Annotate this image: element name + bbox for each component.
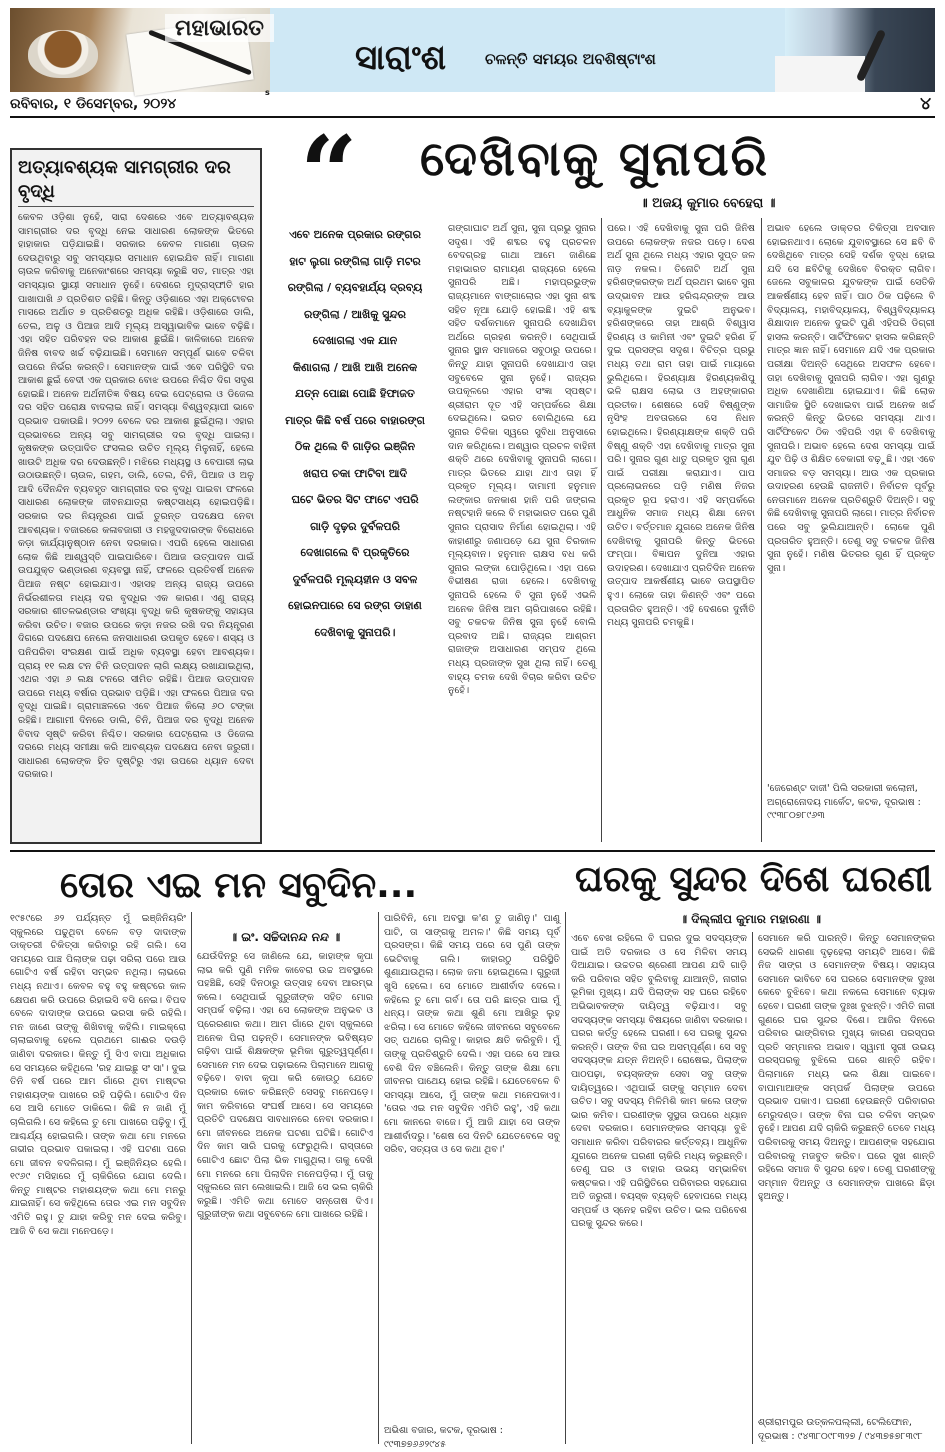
poem-line: ରଙ୍ଗିଲା / ଆଖିକୁ ସୁନ୍ଦର [304,307,406,321]
article-tor-column-2: ଯେଉଁଦିନରୁ ସେ ଜାଣିଲେ ଯେ, କାହାଙ୍କ କୃପା ଲାଭ କରି ପୁଣି ମନିକ କାବେରା ଉଚ୍ଚ ଅବସ୍ଥାରେ ପହଞ୍ଚିଛି, ସେହି ଦିନଠାରୁ ଉତ୍ସାହ ଦେବା ଆରମ୍ଭ କଲେ। ସେଥିପାଇଁ ଗୁରୁଜୀଙ୍କ ସହିତ ମୋର ସମ୍ପର୍କ ବଢ଼ିଲା। ଏହା ସେ ଲୋକଙ୍କ ଅନୁଭବ ଓ ପ୍ରେରଣାର କଥା। ଆମ ଗାଁରେ ଥିବା ସ୍କୁଲରେ ଅନେକ ପିଲା ପଢ଼ନ୍ତି। ସେମାନଙ୍କ ଭବିଷ୍ୟତ ଗଢ଼ିବା ପାଇଁ ଶିକ୍ଷକଙ୍କ ଭୂମିକା ଗୁରୁତ୍ୱପୂର୍ଣ୍ଣ। ସେମାନେ ମନ ଦେଇ ପଢ଼ାଇଲେ ପିଲାମାନେ ଆଗକୁ ବଢ଼ିବେ। ବାବା କୃପା କରି କୋଉଠୁ ଯେତେ ପ୍ରକାର କୋଚ କରିଛନ୍ତି ସେସବୁ ମନେପଡ଼େ। କାମ କରିବାରେ ସଂଘର୍ଷ ଆସେ। ସେ ସମୟରେ ପ୍ରତିଟି ପଦକ୍ଷେପ ସାବଧାନରେ ନେବା ଦରକାର। ମୋ ଜୀବନରେ ଅନେକ ଘଟଣା ଘଟିଛି। ଗୋଟିଏ ଦିନ କାମ ସାରି ଘରକୁ ଫେରୁଥିଲି। ରାସ୍ତାରେ ଗୋଟିଏ ଛୋଟ ପିଲା ଭିକ ମାଗୁଥିଲା। ତାକୁ ଦେଖି ମୋ ମନରେ ମୋ ପିଲାଦିନ ମନେପଡ଼ିଲା। ମୁଁ ତାକୁ ସ୍କୁଲରେ ନାମ ଲେଖାଇଲି। ଆଜି ସେ ଭଲ ଚାକିରି କରୁଛି। ଏମିତି କଥା ମୋତେ ସନ୍ତୋଷ ଦିଏ। ଗୁରୁଜୀଙ୍କ କଥା ସବୁବେଳେ ମୋ ପାଖରେ ରହିଛି। [197,951,373,1221]
poem-block [270,222,440,802]
article-tor-title: ତୋର ଏଇ ମନ ସବୁଦିନ... [60,865,418,906]
stray-mark: s [265,88,270,97]
poem-line: ଗାଡ଼ି ଦୃଢ଼ର ଦୁର୍ବଳପରି [310,519,400,533]
column-divider [761,218,762,842]
column-divider [191,912,192,1444]
poem-line: ଏବେ ଅନେକ ପ୍ରକାର ରଙ୍ଗର [289,228,421,241]
poem-line: ଘଟେ ଭିତର ସିଟ ଫାଟେ ଏପରି [291,493,419,506]
boxed-article-title: ଅତ୍ୟାବଶ୍ୟକ ସାମଗ୍ରୀର ଦର ବୃଦ୍ଧି [18,156,254,207]
poem-line: ମାତ୍ର କିଛି ବର୍ଷ ପରେ ବାହାରଙ୍ଗ [285,413,425,427]
section-tagline: ଚଳନ୍ତି ସମୟର ଅବଶିଷ୍ଟାଂଶ [485,50,656,68]
writing-hand-photo [785,8,935,92]
feature-column-3-wrap [767,222,935,842]
poem-line: ଦେଖାଗଲେ ବି ପ୍ରକୃତିରେ [300,546,410,559]
paper-icon [775,56,865,92]
poem-line: ହାଟ ଲୁଗା ରଙ୍ଗିଲା ଗାଡ଼ି ମଟର [289,254,421,268]
dateline [10,88,935,118]
column-divider [752,932,753,1444]
article-ghar-byline: ॥ ଦିଲ୍ଲୀପ କୁମାର ମହାରଣା ॥ [680,912,821,926]
article-tor-byline: ॥ ଇଂ. ସଚ୍ଚିଦାନନ୍ଦ ନନ୍ଦ ॥ [230,930,341,944]
quote-mark-icon: “ [300,114,358,232]
poem-line: ଦୁର୍ବଳପରି ମୂଲ୍ୟହୀନ ଓ ସବଳ [292,572,418,586]
article-ghar-signature: ଶ୍ରୀରାମପୁର ଉତ୍କଳପଲ୍ଲୀ, ଟେଲିଫୋନ, ଦୂରଭାଷ : ୯୪୩୮୦୯୮୩୨୭ / ୯୪୩୭୫୭୮୩୯୮ [758,1417,923,1442]
poem-line: ଦେଖିବାକୁ ସୁନାପରି। [314,625,396,639]
article-ghar-column-2: ସେମାନେ କରି ପାରନ୍ତି। କିନ୍ତୁ ସେମାନଙ୍କର ସେଭଳି ଧାରଣା ଦୃଢ଼ହେଲା ସମୟଟି ଆସେ। କିଛି ନିଜ ସାଙ୍ଗ ଓ ସେମାନଙ୍କ ବିଷୟ। ସହାୟତା ସେମାନେ ଭାବିବେ ସେ ଘରରେ ସେମାନଙ୍କ ଦୁଃଖ କେବେ ବୁଝିବେ। କଥା ନକଲେ ସେମାନେ ବ୍ୟାକ ହେବେ। ଘରଣୀ ତାଙ୍କ ଦୁଃଖ ବୁଝନ୍ତି। ଏମିତି ନାରୀ ଗୁଣରେ ଘର ସୁନ୍ଦର ଦିଶେ। ଆଜିର ଦିନରେ ପରିବାର ଭାଙ୍ଗିବାର ମୁଖ୍ୟ କାରଣ ପରସ୍ପର ପ୍ରତି ସମ୍ମାନର ଅଭାବ। ସ୍ୱାମୀ ସ୍ତ୍ରୀ ଉଭୟ ପରସ୍ପରକୁ ବୁଝିଲେ ଘରେ ଶାନ୍ତି ରହିବ। ପିଲାମାନେ ମଧ୍ୟ ଭଲ ଶିକ୍ଷା ପାଇବେ। ବାପାମାଆଙ୍କ ସମ୍ପର୍କ ପିଲାଙ୍କ ଉପରେ ପ୍ରଭାବ ପକାଏ। ଘରଣୀ ହେଉଛନ୍ତି ପରିବାରର ମେରୁଦଣ୍ଡ। ତାଙ୍କ ବିନା ଘର ଚଳିବା ସମ୍ଭବ ନୁହେଁ। ଆପଣ ଯଦି ଚାକିରି କରୁଛନ୍ତି ତେବେ ମଧ୍ୟ ପରିବାରକୁ ସମୟ ଦିଅନ୍ତୁ। ଆପଣଙ୍କ ସହଯୋଗ ପରିବାରକୁ ମଜବୁତ କରିବ। ଘରେ ସୁଖ ଶାନ୍ତି ରହିଲେ ସମାଜ ବି ସୁନ୍ଦର ହେବ। ତେଣୁ ଘରଣୀଙ୍କୁ ସମ୍ମାନ ଦିଅନ୍ତୁ ଓ ସେମାନଙ୍କ ପାଖରେ ଛିଡ଼ା ହୁଅନ୍ତୁ। [758,933,935,1203]
poem-line: ଠିକ ଥିଲେ ବି ଗାଡ଼ିର ଇଞ୍ଜିନ [294,440,416,453]
column-divider [565,912,566,1444]
feature-byline: ॥ ଅଜୟ କୁମାର ବେହେରା ॥ [640,196,776,211]
feature-column-3: ଅଭାବ ହେଲେ ଡାକ୍ତର ଚିକିତ୍ସା ଅବସାନ ହୋଇନଥାଏ। ଲୋକେ ଯୁବାବସ୍ଥାରେ ସେ ଛବି ବି ଦେଖିଥିବେ ମାତ୍ର ସେହି ଦର୍ଶକ ବୃଦ୍ଧ ହୋଇ ଯଦି ସେ ଛବିଟିକୁ ଦେଖିବେ ବିରକ୍ତ ଲାଗିବ। ଜେଲେ ସବୁକାଳର ଯୁବକଙ୍କ ପାଇଁ ସେତିକି ଆକର୍ଷଣୀୟ ହେବ ନାହିଁ। ପାଠ ଠିକ ପଢ଼ିଲେ ବି ବିଦ୍ୟାଳୟ, ମହାବିଦ୍ୟାଳୟ, ବିଶ୍ୱବିଦ୍ୟାଳୟ ଶିକ୍ଷାଦାନ ଅନେକ ଦୁଇଟି ପୁଣି ଏହିପରି ଡିଗ୍ରୀ ହାସଲ କରନ୍ତି। ସାର୍ଟିଫିକେଟ ହାସଲ କରିଛନ୍ତି ମାତ୍ର ଜ୍ଞାନ ନାହିଁ। ସେମାନେ ଯଦି ଏକ ପ୍ରକାର ପରୀକ୍ଷା ଦିଅନ୍ତି ସେଥିରେ ଅସଫଳ ହେବେ। ତାହା ଦେଖିବାକୁ ସୁନାପରି ଲାଗିବ। ଏହା ଗୁଣରୁ ଅଧିକ ଦେଖାଣିଆ ହୋଇଯାଏ। କିଛି ଲୋକ ସାମାଜିକ ସ୍ଥିତି ଦେଖାଇବା ପାଇଁ ଅନେକ ଖର୍ଚ୍ଚ କରନ୍ତି କିନ୍ତୁ ଭିତରେ ସମସ୍ୟା ଥାଏ। ସାର୍ଟିଫିକେଟ ଠିକ ଏହିପରି ଏହା ବି ଦେଖିବାକୁ ସୁନାପରି। ଅଭାବ ହେଲେ ଦେଶ ସମସ୍ୟା ପାଇଁ ଯୁବ ପିଢ଼ି ଓ ଶିକ୍ଷିତ ବେକାରୀ ବଢ଼ୁଛି। ଏହା ଏବେ ସମାଜର ବଡ଼ ସମସ୍ୟା। ଆଉ ଏକ ପ୍ରକାର ଉଦାହରଣ ହେଉଛି ରାଜନୀତି। ନିର୍ବାଚନ ପୂର୍ବରୁ ନେତାମାନେ ଅନେକ ପ୍ରତିଶ୍ରୁତି ଦିଅନ୍ତି। ସବୁ କିଛି ଦେଖିବାକୁ ସୁନାପରି ଲାଗେ। ମାତ୍ର ନିର୍ବାଚନ ପରେ ସବୁ ଭୁଲିଯାଆନ୍ତି। ଲୋକେ ପୁଣି ପ୍ରତାରିତ ହୁଅନ୍ତି। ତେଣୁ ସବୁ ଚକଚକ ଜିନିଷ ସୁନା ନୁହେଁ। ମଣିଷ ଭିତରର ଗୁଣ ହିଁ ପ୍ରକୃତ ସୁନା। [767,223,935,574]
feature-title: ଦେଖିବାକୁ ସୁନାପରି [420,131,770,187]
masthead-logo: ମହାଭାରତ [165,14,274,42]
article-tor-column-3: ପାରିବିନି, ମୋ ଅବସ୍ଥା କ'ଣ ତୁ ଜାଣିନୁ।' ପାଣୁ ପାଟି, ତା ସାଙ୍ଗକୁ ଅମଳ।' କିଛି ସମୟ ପୂର୍ବ ପ୍ରସଙ୍ଗ। କିଛି ସମୟ ପରେ ସେ ପୁଣି ତାଙ୍କ ଭେଟିବାକୁ ଗଲି। କାହାରଠୁ ପରିସ୍ଥିତି ଶୁଣାଯାଉଥିଲା। ଲୋକ ଜମା ହୋଇଥିଲେ। ଗୁରୁଜୀ ଖୁସି ହେଲେ। ସେ ମୋତେ ଆଶୀର୍ବାଦ ଦେଲେ। କହିଲେ ତୁ ମୋ ଗର୍ବ। ତୋ ପରି ଛାତ୍ର ପାଇ ମୁଁ ଧନ୍ୟ। ତାଙ୍କ କଥା ଶୁଣି ମୋ ଆଖିରୁ ଲୁହ ଝରିଲା। ସେ ମୋତେ କହିଲେ ଜୀବନରେ ସବୁବେଳେ ସତ୍ ପଥରେ ଚାଲିବୁ। କାହାର କ୍ଷତି କରିବୁନି। ମୁଁ ତାଙ୍କୁ ପ୍ରତିଶ୍ରୁତି ଦେଲି। ଏହା ପରେ ସେ ଆଉ ବେଶି ଦିନ ବଞ୍ଚିଲେନି। କିନ୍ତୁ ତାଙ୍କ ଶିକ୍ଷା ମୋ ଜୀବନର ପାଥେୟ ହୋଇ ରହିଛି। ଯେତେବେଳେ ବି ସମସ୍ୟା ଆସେ, ମୁଁ ତାଙ୍କ କଥା ମନେପକାଏ। 'ତୋର ଏଇ ମନ ସବୁଦିନ ଏମିତି ରହୁ', ଏହି କଥା ମୋ କାନରେ ବାଜେ। ମୁଁ ଆଜି ଯାହା ସେ ତାଙ୍କ ଆଶୀର୍ବାଦରୁ। 'ଶେଷ ସେ ଦିନଟି ଯେତେବେଳେ ସବୁ ସରିବ, ସତ୍ୟତା ଓ ସେ କଥା ଥିବ।' [384,913,560,1156]
feature-signature: 'ଜେରେଣ୍ଟ ଦାଜୀ' ପିଲି ସରକାରୀ କଲୋନୀ, ଅଗ୍ରୋନୋଦୟ ମାର୍କେଟ, କଟକ, ଦୂରଭାଷ : ୯୯୩୮୦୭୮୯୬୩ [767,783,921,822]
article-tor-column-1: ୧୯୫୯ରେ ୬୨ ପର୍ଯ୍ୟନ୍ତ ମୁଁ ଇଞ୍ଜିନିୟରିଂ ସ୍କୁଲରେ ପଢୁଥିବା ବେଳେ ବଡ଼ ଦାଦାଙ୍କ ଡାକ୍ତରୀ ଚିକିତ୍ସା କରିବାରୁ ରହି ଗଲି। ସେ ସମୟରେ ପାଞ୍ଚ ପିଲାଙ୍କ ପଢ଼ା ସରିଲା ପରେ ଆଉ ଗୋଟିଏ ବର୍ଷ ରହିବା ସମ୍ଭବ ନଥିଲା। ଲାଭରେ ମଧ୍ୟ ନଥାଏ। କେବଳ ବହୁ ବହୁ କଷ୍ଟରେ କାଳ କ୍ଷେପଣ କରି ଉପରେ ରିହାଇସି ବସି ନେଇ। ବିପଦ ବେଳେ ଦାଦାଙ୍କ ଉପରେ ଭରସା କରି ରହିଲି। ମନ ଜାଣେ ତାଙ୍କୁ ଶିଖିବାକୁ କହିଲି। ମାଇକ୍ରୋ ଚାଲାଇବାକୁ ହେଲେ ପ୍ରଥମେ ଗାଈର ଦଉଡ଼ି ଜାଣିବା ଦରକାର। କିନ୍ତୁ ମୁଁ ସିଏ ବାପା ଅଧିକାର ସେ ସମୟରେ କହିଥିଲେ 'ରହ ଯାଇଛୁ ସଂ ସା'। ଦୁଇ ତିନି ବର୍ଷ ପରେ ଆମ ଗାଁରେ ଥିବା ମାଷ୍ଟର ମହାଶୟଙ୍କ ପାଖରେ ରହି ପଢ଼ିଲି। ଗୋଟିଏ ଦିନ ସେ ଆସି ମୋତେ ଡାକିଲେ। କିଛି ନ ଜାଣି ମୁଁ ଚାଲିଗଲି। ସେ କହିଲେ ତୁ ମୋ ପାଖରେ ପଢ଼ିବୁ। ମୁଁ ଆଶ୍ଚର୍ଯ୍ୟ ହୋଇଗଲି। ତାଙ୍କ କଥା ମୋ ମନରେ ଗଭୀର ପ୍ରଭାବ ପକାଇଲା। ଏହି ଘଟଣା ପରେ ମୋ ଜୀବନ ବଦଳିଗଲା। ମୁଁ ଇଞ୍ଜିନିୟର ହେଲି। ୧୯୬୯ ମସିହାରେ ମୁଁ ଚାକିରିରେ ଯୋଗ ଦେଲି। କିନ୍ତୁ ମାଷ୍ଟର ମହାଶୟଙ୍କ କଥା ମୋ ମନରୁ ଯାଇନାହିଁ। ସେ କହିଥିଲେ ତୋର ଏଇ ମନ ସବୁଦିନ ଏମିତି ରହୁ। ତୁ ଯାହା କରିବୁ ମନ ଦେଇ କରିବୁ। ଆଜି ବି ସେ କଥା ମନେପଡ଼େ। [10,913,186,1237]
issue-date: ରବିବାର, ୧ ଡିସେମ୍ବର, ୨୦୨୪ [10,96,177,112]
masthead-banner [10,8,935,92]
section-rule [10,850,935,852]
column-divider [601,218,602,842]
article-ghar-column-1: ଏବେ ବେଖ ରହିଲେ ବି ଘରର ଦୁଇ ସଦସ୍ୟଙ୍କ ପାଇଁ ଅତି ଦରକାର ଓ ସେ ମିଳିବା ସମୟ ଦିଆଯାଇ। ଉଚ୍ଚତର ଶ୍ରେଣୀ ଆପଣ ଯଦି ଗାଡ଼ି କରି ପରିବାର ସହିତ ବୁଲିବାକୁ ଯାଆନ୍ତି, ନାରୀର ଭୂମିକା ମୁଖ୍ୟ। ଯଦି ପିଲାଙ୍କ ସହ ଘରେ ରହିବେ ଅଭିଭାବକଙ୍କ ଦାୟିତ୍ୱ ବଢ଼ିଯାଏ। ସବୁ ସଦସ୍ୟଙ୍କ ସମସ୍ୟା ବିଷୟରେ ଜାଣିବା ଦରକାର। ଘରର କର୍ତ୍ତୃ ହେଲେ ଘରଣୀ। ସେ ଘରକୁ ସୁନ୍ଦର କରନ୍ତି। ତାଙ୍କ ବିନା ଘର ଅସମ୍ପୂର୍ଣ୍ଣ। ସେ ସବୁ ସଦସ୍ୟଙ୍କ ଯତ୍ନ ନିଅନ୍ତି। ରୋଷେଇ, ପିଲାଙ୍କ ପାଠପଢ଼ା, ବୟସ୍କଙ୍କ ସେବା ସବୁ ତାଙ୍କ ଦାୟିତ୍ୱରେ। ଏଥିପାଇଁ ତାଙ୍କୁ ସମ୍ମାନ ଦେବା ଉଚିତ। ସବୁ ସଦସ୍ୟ ମିଳିମିଶି କାମ କଲେ ତାଙ୍କ ଭାର କମିବ। ଘରଣୀଙ୍କ ସୁସ୍ଥତା ଉପରେ ଧ୍ୟାନ ଦେବା ଦରକାର। ସେମାନଙ୍କର ସମସ୍ୟା ବୁଝି ସମାଧାନ କରିବା ପରିବାରର କର୍ତ୍ତବ୍ୟ। ଆଧୁନିକ ଯୁଗରେ ଅନେକ ଘରଣୀ ଚାକିରି ମଧ୍ୟ କରୁଛନ୍ତି। ତେଣୁ ଘର ଓ ବାହାର ଉଭୟ ସମ୍ଭାଳିବା କଷ୍ଟକର। ଏହି ପରିସ୍ଥିତିରେ ପରିବାରର ସହଯୋଗ ଅତି ଜରୁରୀ। ବୟସ୍କ ବ୍ୟକ୍ତି ହେବାପରେ ମଧ୍ୟ ସମ୍ପର୍କ ଓ ସ୍ନେହ ରହିବା ଉଚିତ। ଭଲ ପରିବେଶ ଘରକୁ ସୁନ୍ଦର କରେ। [571,933,747,1230]
coffee-cup-icon [28,30,98,78]
column-divider [378,912,379,1444]
poem-line: ହୋଇନପାରେ ସେ ରଙ୍ଗ ଡାହାଣ [288,599,422,612]
poem-line: ଖରାପ ଚକା ଫାଟିବା ଆଦି [302,466,408,480]
poem-line: ରଙ୍ଗିଲା / ବ୍ୟବହାର୍ଯ୍ୟ ଦ୍ରବ୍ୟ [287,281,423,294]
article-ghar-title: ଘରକୁ ସୁନ୍ଦର ଦିଶେ ଘରଣୀ [575,859,933,900]
poem-line: ଯତ୍ନ ପୋଛା ପୋଛି ହିଫାଜତ [295,387,415,400]
page-number: ୪ [920,94,931,114]
article-tor-signature: ଅଭିଶା ବଜାର, କଟକ, ଦୂରଭାଷ : ୯୯୩୭୭୬୬୨୯୪୫ [384,1425,503,1450]
article-ghar-column-2-wrap [758,932,935,1444]
boxed-article-body: କେବଳ ଓଡ଼ିଶା ନୁହେଁ, ସାରା ଦେଶରେ ଏବେ ଅତ୍ୟାବଶ୍ୟକ ସାମଗ୍ରୀର ଦର ବୃଦ୍ଧି ନେଇ ସାଧାରଣ ଲୋକଙ୍କ ଭିତରେ ହାହାକାର ପଡ଼ିଯାଇଛି। ସରକାର କେବଳ ମାଗଣା ଚାଉଳ ଦେଉଥିବାରୁ ସବୁ ସମସ୍ୟାର ସମାଧାନ ହୋଇଯିବ ନାହିଁ। ମାଗଣା ଚାଉଳ କରିବାକୁ ଅନେକାଂଶରେ ସମସ୍ୟା କରୁଛି ସତ, ମାତ୍ର ଏହା ସମସ୍ୟାର ସ୍ଥାୟୀ ସମାଧାନ ନୁହେଁ। ଦେଶରେ ମୁଦ୍ରାସ୍ଫୀତି ହାର ପାଖାପାଖି ୬ ପ୍ରତିଶତ ରହିଛି। କିନ୍ତୁ ଓଡ଼ିଶାରେ ଏହା ଅକ୍ଟୋବର ମାସରେ ଅର୍ଥାତ ୭ ପ୍ରତିଶତରୁ ଅଧିକ ରହିଛି। ଓଡ଼ିଶାରେ ଡାଲି, ତେଲ, ଅଳୁ ଓ ପିଆଜ ଆଦି ମୂଲ୍ୟ ଅସ୍ୱାଭାବିକ ଭାବେ ବଢ଼ିଛି। ଏହା ସହିତ ପରିବହନ ଦର ଆକାଶ ଛୁଇଁଛି। କାଳିକାରେ ଅନେକ ଜିନିଷ ବାବଦ ଖର୍ଚ୍ଚ ବଢ଼ିଯାଇଛି। ସେମାନେ ସମ୍ପୂର୍ଣ ଭାବେ ଚଳିବା ଉପରେ ନିର୍ଭର କରନ୍ତି। ସେମାନଙ୍କ ପାଇଁ ଏବେ ପରିସ୍ଥିତି ଦର ଆକାଶ ଛୁଇଁ ବେଦୀ ଏକ ପ୍ରକାର ବୋଝ ଉପରେ ନିଶ୍ଚିତ ଦିଗ ସଦୃଶ ହୋଇଛି। ଅନେକ ଅର୍ଥନୀତିଜ୍ଞ ବିଷୟ ଦେଇ ପେଟ୍ରୋଲ ଓ ଡିଜେଲ ଦର ସହିତ ପରୋକ୍ଷ ବାଦଲାଇ ନାହିଁ। ସମସ୍ୟା ବିଶ୍ୱବ୍ୟାପୀ ଭାବେ ପ୍ରଭାବ ପକାଉଛି। ୨୦୨୨ ବେଳେ ଦର ଆକାଶ ଛୁଇଁଥିଲା। ଏହାର ପ୍ରଭାବରେ ଅନ୍ୟ ସବୁ ସାମଗ୍ରୀର ଦର ବୃଦ୍ଧି ପାଇଲା। କୃଷକଙ୍କ ଉତ୍ପାଦିତ ଫସଲର ଉଚିତ ମୂଲ୍ୟ ମିଳୁନାହିଁ, ହେଲେ ଖାଉଟି ଅଧିକ ଦର ଦେଉଛନ୍ତି। ମଝିରେ ମଧ୍ୟସ୍ଥ ଓ ବେପାରୀ ଲାଭ ଉଠାଉଛନ୍ତି। ଚାଉଳ, ଗହମ, ଡାଲି, ତେଲ, ଚିନି, ପିଆଜ ଓ ଅଳୁ ଆଦି ଦୈନନ୍ଦିନ ବ୍ୟବହୃତ ସାମଗ୍ରୀର ଦର ବୃଦ୍ଧି ପାଇବା ଫଳରେ ସାଧାରଣ ଲୋକଙ୍କ ଜୀବନଯାତ୍ରା କଷ୍ଟସାଧ୍ୟ ହୋଇପଡ଼ିଛି। ସରକାର ଦର ନିୟନ୍ତ୍ରଣ ପାଇଁ ତୁରନ୍ତ ପଦକ୍ଷେପ ନେବା ଆବଶ୍ୟକ। ବଜାରରେ କଳାବଜାରୀ ଓ ମହଜୁଦଦାରଙ୍କ ବିରୋଧରେ କଡ଼ା କାର୍ଯ୍ୟାନୁଷ୍ଠାନ ନେବା ଦରକାର। ଏପରି ହେଲେ ସାଧାରଣ ଲୋକ କିଛି ଆଶ୍ୱସ୍ତି ପାଇପାରିବେ। ପିଆଜ ଉତ୍ପାଦନ ପାଇଁ ଉପଯୁକ୍ତ ଭଣ୍ଡାରଣ ବ୍ୟବସ୍ଥା ନାହିଁ, ଫଳରେ ପ୍ରତିବର୍ଷ ଅନେକ ପିଆଜ ନଷ୍ଟ ହୋଇଯାଏ। ଏହାସହ ଅନ୍ୟ ରାଜ୍ୟ ଉପରେ ନିର୍ଭରଶୀଳତା ମଧ୍ୟ ଦର ବୃଦ୍ଧିର ଏକ କାରଣ। ଏଣୁ ରାଜ୍ୟ ସରକାର ଶୀତଳଭଣ୍ଡାର ସଂଖ୍ୟା ବୃଦ୍ଧି କରି କୃଷକଙ୍କୁ ସହାୟତା କରିବା ଉଚିତ। ବଜାର ଉପରେ କଡ଼ା ନଜର ରଖି ଦର ନିୟନ୍ତ୍ରଣ ଦିଗରେ ପଦକ୍ଷେପ ନେଲେ ଜନସାଧାରଣ ଉପକୃତ ହେବେ। ଶସ୍ୟ ଓ ପନିପରିବା ସଂରକ୍ଷଣ ପାଇଁ ଅଧିକ ବ୍ୟବସ୍ଥା ହେବା ଆବଶ୍ୟକ। ପ୍ରାୟ ୧୧ ଲକ୍ଷ ଟନ ଚିନି ଉତ୍ପାଦନ ଲାଗି ଲକ୍ଷ୍ୟ ରଖାଯାଇଥିଲା, ଏଥର ଏହା ୬ ଲକ୍ଷ ଟନରେ ସୀମିତ ରହିଛି। ପିଆଜ ଉତ୍ପାଦନ ଉପରେ ମଧ୍ୟ ବର୍ଷାର ପ୍ରଭାବ ପଡ଼ିଛି। ଏହା ଫଳରେ ପିଆଜ ଦର ବୃଦ୍ଧି ପାଇଛି। ଗ୍ରାମାଞ୍ଚଳରେ ଏବେ ପିଆଜ କିଲୋ ୬୦ ଟଙ୍କା ରହିଛି। ଆଗାମୀ ଦିନରେ ଡାଲି, ଚିନି, ପିଆଜ ଦର ବୃଦ୍ଧି ଅନେକ ବିବାଦ ସୃଷ୍ଟି କରିବା ନିଶ୍ଚିତ। ସରକାର ପେଟ୍ରୋଲ ଓ ଡିଜେଲ ଦରରେ ମଧ୍ୟ ସମୀକ୍ଷା କରି ଆବଶ୍ୟକ ପଦକ୍ଷେପ ନେବା ଜରୁରୀ। ସାଧାରଣ ଲୋକଙ୍କ ହିତ ଦୃଷ୍ଟିରୁ ଏହା ଉପରେ ଧ୍ୟାନ ଦେବା ଦରକାର। [18,212,254,781]
article-tor-column-3-wrap [384,912,560,1450]
poem-line: ଦେଖାଗଲା ଏକ ଯାନ [312,334,398,347]
feature-column-1: ଗଙ୍ଗାଘାଟ ଅର୍ଥ ସୁନା, ସୁନା ପ୍ରଭୁ ସୁନାର ସଦୃଶ। ଏହି ଶବ୍ଦର ବହୁ ପ୍ରଚଳନ ବେଦଗ୍ରନ୍ଥ ଗାଥା ଆମେ ଜାଣିଛେ ମହାଭାରତ ରାମାୟଣ ରାଜ୍ୟରେ ହେଲେ ସୁନାପରି ଅଛି। ମହାପ୍ରଭୁଙ୍କ ରାଜ୍ୟମାନେ ବାଙ୍ଗାଲୋର ଏହା ସୁନା ଶବ୍ଦ ସହିତ ନୂଆ ଯୋଡ଼ି ହୋଇଛି। ଏହି ଶବ୍ଦ ସହିତ ଦର୍ଶକମାନେ ସୁନାପରି ଦେଖାଯିବା ଅର୍ଥରେ ଗ୍ରହଣ କରନ୍ତି। ସେଥିପାଇଁ ସୁନାର ସ୍ଥାନ ସମାଜରେ ସବୁଠାରୁ ଉପରେ। କିନ୍ତୁ ଯାହା ସୁନାପରି ଦେଖାଯାଏ ତାହା ସବୁବେଳେ ସୁନା ନୁହେଁ। ରାଜ୍ୟର ଉପକୂଳରେ ଏହାର ସଂଜ୍ଞା ସ୍ପଷ୍ଟ। ଶ୍ରୀରାମ ଦୂତ ଏହି ସମ୍ପର୍କରେ ଶିକ୍ଷା ଦେଇଥିଲେ। ଭରତ ବୋଲିଥିଲେ ଯେ ସୁନାର ଚିଳିକା ସ୍ୱରେ ସୁବିଧା ଅନୁସାରେ ଦାନ କରିଥିଲେ। ଅଶ୍ୱାର ପ୍ରଚଳ ବାହିନୀ ଶକ୍ତି ଥରେ ଦେଖିବାକୁ ସୁନାପରି ଲାଗେ। ମାତ୍ର ଭିତରେ ଯାହା ଥାଏ ତାହା ହିଁ ପ୍ରକୃତ ମୂଲ୍ୟ। ଦାମାମୀ ହନୁମାନ ଲଙ୍କାର ଜନକାଶ ହାନି ପରି ଜଙ୍ଗଲ ନଷ୍ଟହାନି କଲେ ବି ମହାଭାରତ ପରେ ପୁଣି ସୁନାର ପ୍ରାସାଦ ନିର୍ମାଣ ହୋଇଥିଲା। ଏହି କାହାଣୀରୁ ଜଣାପଡ଼େ ଯେ ସୁନା ଚିରକାଳ ମୂଲ୍ୟବାନ। ହନୁମାନ ରାକ୍ଷସ ବଧ କରି ସୁନାର ଲଙ୍କା ପୋଡ଼ିଥିଲେ। ଏହା ପରେ ବିଭୀଷଣ ରାଜା ହେଲେ। ଦେଖିବାକୁ ସୁନାପରି ହେଲେ ବି ସୁନା ନୁହେଁ ଏଭଳି ଅନେକ ଜିନିଷ ଆମ ଚାରିପାଖରେ ରହିଛି। ସବୁ ଚକଚକ ଜିନିଷ ସୁନା ନୁହେଁ ବୋଲି ପ୍ରବାଦ ଅଛି। ରାଜ୍ୟର ଆଶ୍ରମ ରାଜାଙ୍କ ଅସାଧାରଣ ସମ୍ପଦ ଥିଲେ ମଧ୍ୟ ପ୍ରଜାଙ୍କ ସୁଖ ଥିଲା ନାହିଁ। ତେଣୁ ବାହ୍ୟ ଚମକ ଦେଖି ବିଚାର କରିବା ଉଚିତ ନୁହେଁ। [448,223,596,697]
boxed-article [10,148,262,844]
feature-column-2: ପରେ। ଏହି ଦେଖିବାକୁ ସୁନା ପରି ଜିନିଷ ଉପରେ ଲୋକଙ୍କ ନଜର ପଡ଼େ। ଦେଶ ଅର୍ଥ ସୁନା ଥିଲେ ମଧ୍ୟ ଏହାର ସୁପ୍ତ ଜଳ ନାଡ଼ ନକଲ। ତିନୋଟି ଅର୍ଥ ସୁନା ହରିଶଙ୍କରଙ୍କ ଅର୍ଥ ପ୍ରଥମ ଭାବେ ସୁନା ଉଦ୍ଭାବନ ଆଉ ହରିଶ୍ଚନ୍ଦ୍ରଙ୍କ ଆଉ ବ୍ୟାକୁଳଙ୍କ ଦୁଇଟି ଅନୁଭବ। ହରିଶଙ୍କରେ ତାହା ଆଶ୍ରି ବିଶ୍ୱାସ ହିରଣ୍ୟ ଓ କାମିନୀ ଏବଂ ଦୁଇଟି ହରିଣ ହିଁ ଦୁଇ ପ୍ରସଙ୍ଗ ସଦୃଶ। ବିଚିତ୍ର ପ୍ରଭୁ ମଧ୍ୟ ତଥା ରାମ ତାହା ପାଇଁ ମାୟାରେ ଭୁଲିଥିଲେ। ହିରଣ୍ୟାକ୍ଷ ହିରଣ୍ୟକଶିପୁ ଭଳି ରାକ୍ଷସ ଲୋଭ ଓ ଅହଙ୍କାରର ପ୍ରତୀକ। ଶେଷରେ ସେହି ବିଷ୍ଣୁଙ୍କ ନୃସିଂହ ଅବତାରରେ ସେ ନିଧନ ହୋଇଥିଲେ। ହିରଣ୍ୟାକ୍ଷଙ୍କ ଶକ୍ତି ପରି ବିଷ୍ଣୁ ଶକ୍ତି ଏହା ଦେଖିବାକୁ ମାତ୍ର ସୁନା ପରି। ସୁନାର ଗୁଣ ଧାତୁ ପ୍ରକୃତ ସୁନା ଗୁଣ ପାଇଁ ପରୀକ୍ଷା କରାଯାଏ। ପାପ ପ୍ରଲୋଭନରେ ପଡ଼ି ମଣିଷ ନିଜର ପ୍ରକୃତ ରୂପ ହରାଏ। ଏହି ସମ୍ପର୍କରେ ଆଧୁନିକ ସମାଜ ମଧ୍ୟ ଶିକ୍ଷା ନେବା ଉଚିତ। ବର୍ତ୍ତମାନ ଯୁଗରେ ଅନେକ ଜିନିଷ ଦେଖିବାକୁ ସୁନାପରି କିନ୍ତୁ ଭିତରେ ଫମ୍ପା। ବିଜ୍ଞାପନ ଦୁନିଆ ଏହାର ଉଦାହରଣ। ଦେଖାଯାଏ ପ୍ରତିଦିନ ଅନେକ ଉତ୍ପାଦ ଆକର୍ଷଣୀୟ ଭାବେ ଉପସ୍ଥାପିତ ହୁଏ। ଲୋକେ ତାହା କିଣନ୍ତି ଏବଂ ପରେ ପ୍ରତାରିତ ହୁଅନ୍ତି। ଏହି ଦେଶରେ ଦୁର୍ନୀତି ମଧ୍ୟ ସୁନାପରି ଚମକୁଛି। [607,223,755,629]
poem-line: କିଣାଗଲା / ଆଖି ଆଖି ଅନେକ [292,360,418,374]
section-title: ସାରାଂଶ [355,38,446,78]
